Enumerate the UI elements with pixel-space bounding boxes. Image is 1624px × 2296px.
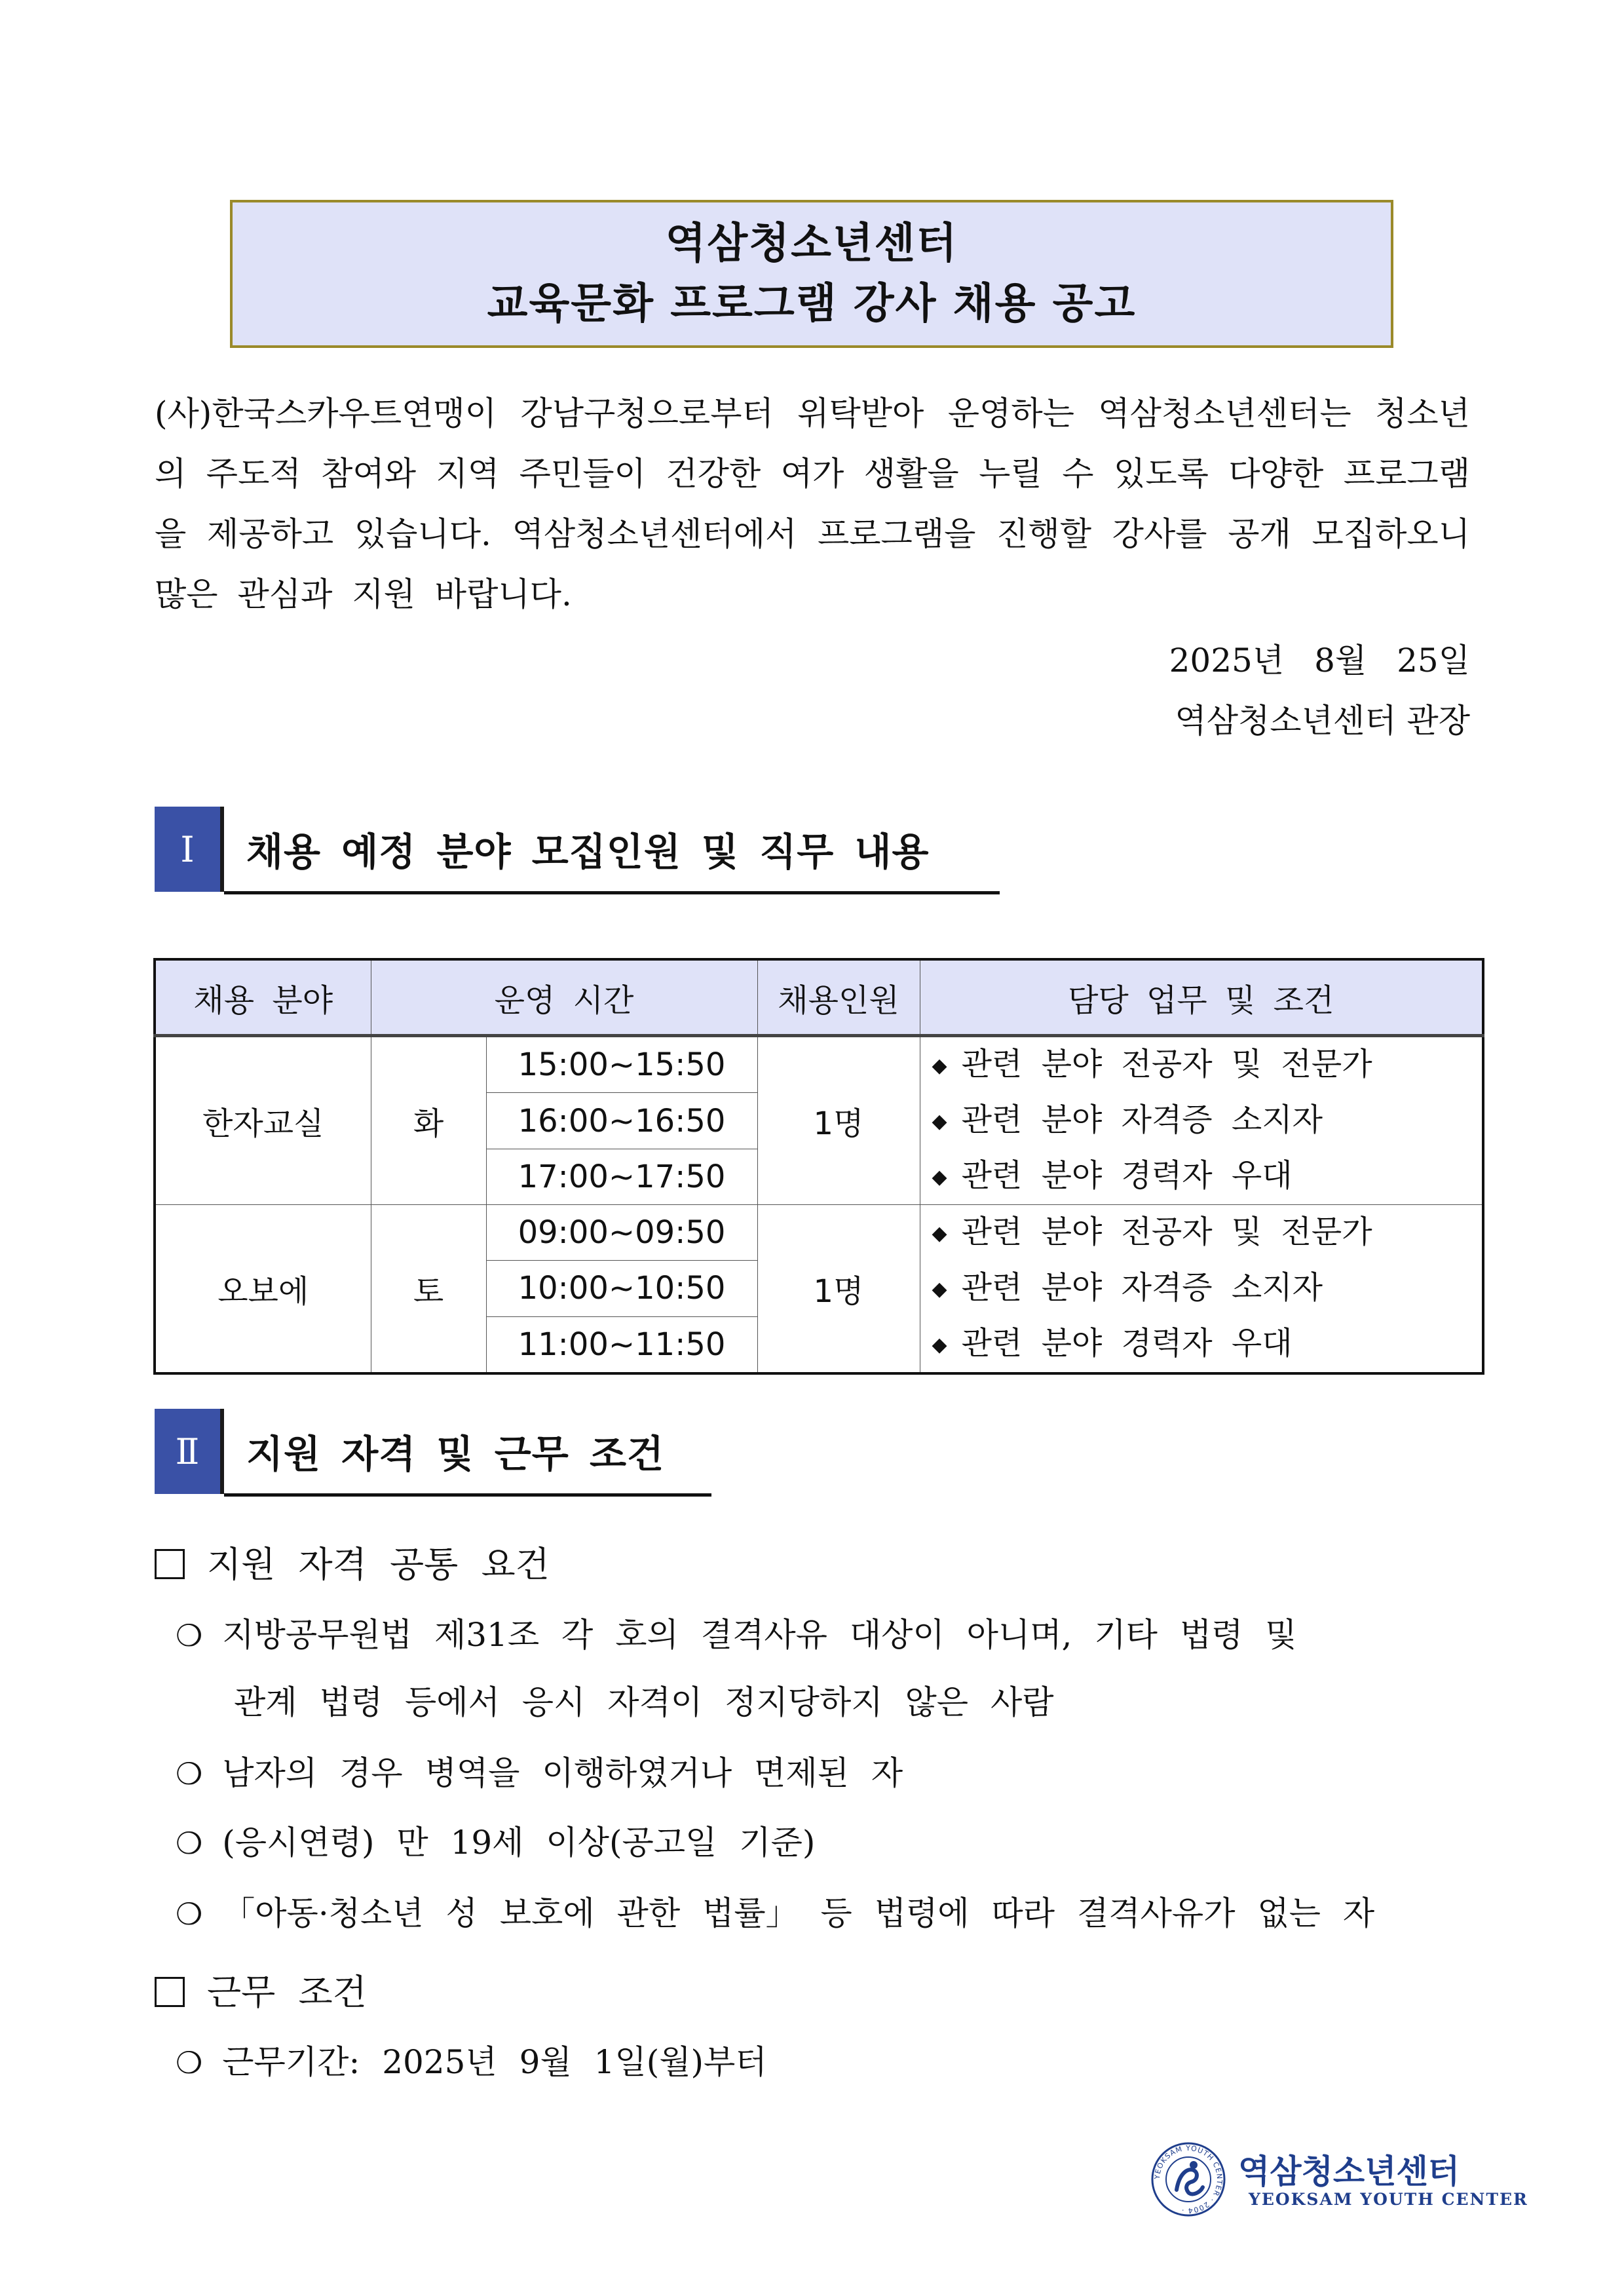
title-line-1: 역삼청소년센터 [665,220,958,268]
duty-cell [920,1205,1483,1374]
diamond-bullet-icon: ◆ [932,1166,947,1189]
requirement-item: ❍ 「아동·청소년 성 보호에 관한 법률」 등 법령에 따라 결격사유가 없는 자 [176,1894,1375,1932]
duty-item: ◆ 관련 분야 전공자 및 전문가 [932,1046,1372,1082]
common-requirements-heading: 지원 자격 공통 요건 [155,1537,550,1587]
count-cell: 1명 [757,1036,920,1205]
circle-bullet-icon: ❍ [176,2045,203,2080]
requirement-item: ❍ 지방공무원법 제31조 각 호의 결격사유 대상이 아니며, 기타 법령 및 [176,1616,1297,1654]
field-cell: 한자교실 [155,1036,371,1205]
diamond-bullet-icon: ◆ [932,1110,947,1133]
title-line-2: 교육문화 프로그램 강사 채용 공고 [487,280,1137,328]
center-seal-icon [1150,2141,1226,2217]
time-cell: 10:00~10:50 [486,1261,757,1316]
time-cell: 16:00~16:50 [486,1093,757,1149]
section-2-underline [224,1493,711,1497]
recruitment-table [153,958,1484,1375]
intro-paragraph: (사)한국스카우트연맹이 강남구청으로부터 위탁받아 운영하는 역삼청소년센터는 청소년의 주도적 참여와 지역 주민들이 건강한 여가 생활을 누릴 수 있도록 다양한 프로그램을 제공하고 있습니다. 역삼청소년센터에서 프로그램을 진행할 강사를 공개 모집하오니 많은 관심과 지원 바랍니다. [155,394,1470,613]
duty-item: ◆ 관련 분야 자격증 소지자 [932,1269,1323,1306]
circle-bullet-icon: ❍ [176,1896,203,1932]
diamond-bullet-icon: ◆ [932,1222,947,1245]
section-2-number: Ⅱ [155,1409,224,1494]
count-cell: 1명 [757,1205,920,1374]
center-logo [1150,2141,1528,2220]
section-2-title: 지원 자격 및 근무 조건 [246,1432,665,1476]
section-1-number: Ⅰ [155,807,224,892]
header-count: 채용인원 [757,959,920,1036]
diamond-bullet-icon: ◆ [932,1333,947,1356]
time-cell: 11:00~11:50 [486,1316,757,1373]
header-duty: 담당 업무 및 조건 [920,959,1483,1036]
circle-bullet-icon: ❍ [176,1826,203,1861]
duty-item: ◆ 관련 분야 경력자 우대 [932,1157,1293,1194]
requirement-item-continuation: 관계 법령 등에서 응시 자격이 정지당하지 않은 사람 [234,1683,1054,1721]
svg-text:YEOKSAM YOUTH CENTER · 2004 ·: YEOKSAM YOUTH CENTER · 2004 · [1152,2143,1224,2215]
requirement-item: ❍ (응시연령) 만 19세 이상(공고일 기준) [176,1824,816,1862]
title-box [230,200,1393,348]
time-cell: 17:00~17:50 [486,1149,757,1204]
header-time: 운영 시간 [371,959,757,1036]
diamond-bullet-icon: ◆ [932,1054,947,1077]
announcement-date: 2025년 8월 25일 [1169,641,1470,679]
requirement-item: ❍ 남자의 경우 병역을 이행하였거나 면제된 자 [176,1754,903,1792]
day-cell: 화 [371,1036,486,1205]
section-2-header [155,1409,711,1497]
day-cell: 토 [371,1205,486,1374]
duty-cell [920,1036,1483,1205]
section-1-underline [224,891,1000,894]
diamond-bullet-icon: ◆ [932,1278,947,1301]
time-cell: 09:00~09:50 [486,1205,757,1261]
section-1-header [155,807,1000,894]
field-cell: 오보에 [155,1205,371,1374]
duty-item: ◆ 관련 분야 경력자 우대 [932,1325,1293,1362]
logo-english: YEOKSAM YOUTH CENTER [1249,2190,1528,2209]
circle-bullet-icon: ❍ [176,1756,203,1791]
work-conditions-heading: 근무 조건 [155,1964,367,2015]
table-row [155,1205,1483,1261]
square-bullet-icon [155,1977,185,2007]
section-1-title: 채용 예정 분야 모집인원 및 직무 내용 [246,830,930,874]
work-condition-item: ❍ 근무기간: 2025년 9월 1일(월)부터 [176,2043,767,2081]
logo-name: 역삼청소년센터 [1238,2152,1460,2191]
time-cell: 15:00~15:50 [486,1036,757,1093]
table-row [155,1036,1483,1093]
duty-item: ◆ 관련 분야 자격증 소지자 [932,1101,1323,1138]
circle-bullet-icon: ❍ [176,1618,203,1653]
square-bullet-icon [155,1549,185,1579]
header-field: 채용 분야 [155,959,371,1036]
table-header-row [155,959,1483,1036]
duty-item: ◆ 관련 분야 전공자 및 전문가 [932,1214,1372,1250]
issuer: 역삼청소년센터 관장 [1175,702,1470,740]
